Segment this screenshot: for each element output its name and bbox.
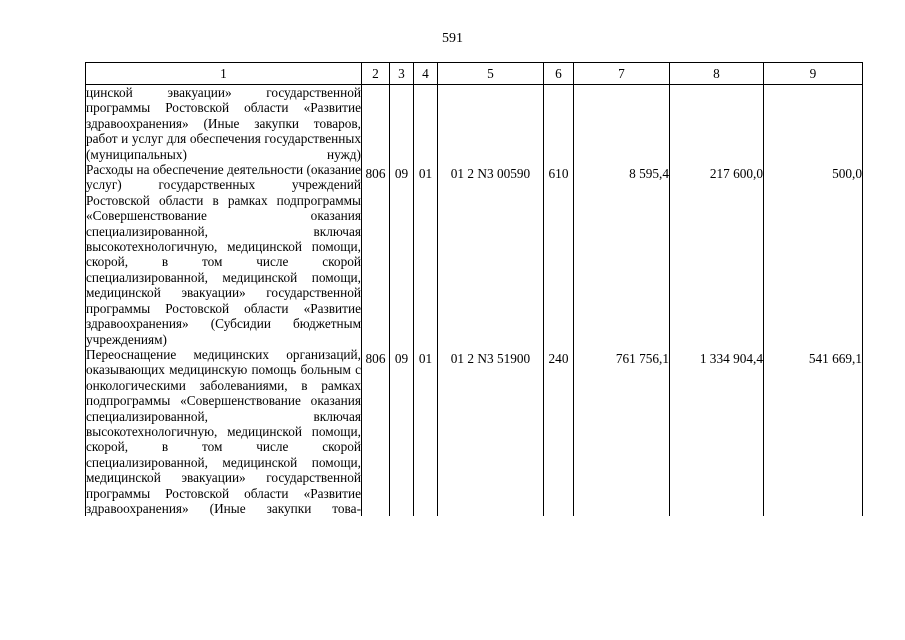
cell-col-3: 09 — [390, 347, 414, 516]
cell-col-8 — [670, 85, 764, 163]
header-col-8: 8 — [670, 63, 764, 85]
cell-col-4: 01 — [414, 347, 438, 516]
header-col-9: 9 — [764, 63, 863, 85]
cell-col-7: 761 756,1 — [574, 347, 670, 516]
budget-table — [85, 62, 863, 516]
cell-col-9 — [764, 85, 863, 163]
cell-col-8: 1 334 904,4 — [670, 347, 764, 516]
header-col-7: 7 — [574, 63, 670, 85]
header-row — [86, 63, 863, 85]
header-col-1: 1 — [86, 63, 362, 85]
cell-col-5: 01 2 N3 51900 — [438, 347, 544, 516]
row-description: Переоснащение медицинских организаций, оказывающих медицинскую помощь больным с онкологическими заболеваниями, в рамках подпрограммы «Совершенствование оказания специализированной, включая высокотехнологичную, медицинской помощи, скорой, в том числе скорой специализированной, медицинской помощи, медицинской эвакуации» государственной программы Ростовской области «Развитие здравоохранения» (Иные закупки това- — [86, 346, 361, 516]
cell-col-3 — [390, 85, 414, 163]
cell-col-5: 01 2 N3 00590 — [438, 162, 544, 347]
header-col-6: 6 — [544, 63, 574, 85]
cell-col-7 — [574, 85, 670, 163]
cell-col-7: 8 595,4 — [574, 162, 670, 347]
cell-col-2 — [362, 85, 390, 163]
cell-col-6: 240 — [544, 347, 574, 516]
cell-col-9: 500,0 — [764, 162, 863, 347]
cell-col-6: 610 — [544, 162, 574, 347]
cell-col-9: 541 669,1 — [764, 347, 863, 516]
header-col-5: 5 — [438, 63, 544, 85]
header-col-4: 4 — [414, 63, 438, 85]
cell-col-2: 806 — [362, 162, 390, 347]
table-row — [86, 85, 863, 163]
cell-col-2: 806 — [362, 347, 390, 516]
table-row — [86, 347, 863, 516]
row-description: Расходы на обеспечение деятельности (оказание услуг) государственных учреждений Ростовской области в рамках подпрограммы «Совершенствование оказания специализированной, включая высокотехнологичную, медицинской помощи, скорой, в том числе скорой специализированной, медицинской помощи, медицинской эвакуации» государственной программы Ростовской области «Развитие здравоохранения» (Субсидии бюджетным учреждениям) — [86, 162, 361, 347]
cell-col-4: 01 — [414, 162, 438, 347]
row-description: цинской эвакуации» государственной программы Ростовской области «Развитие здравоохранения» (Иные закупки товаров, работ и услуг для обеспечения государственных (муниципальных) нужд) — [86, 85, 361, 162]
header-col-2: 2 — [362, 63, 390, 85]
cell-col-3: 09 — [390, 162, 414, 347]
table-row — [86, 162, 863, 347]
cell-col-6 — [544, 85, 574, 163]
cell-col-4 — [414, 85, 438, 163]
page-number: 591 — [442, 31, 463, 46]
cell-col-8: 217 600,0 — [670, 162, 764, 347]
header-col-3: 3 — [390, 63, 414, 85]
cell-col-5 — [438, 85, 544, 163]
